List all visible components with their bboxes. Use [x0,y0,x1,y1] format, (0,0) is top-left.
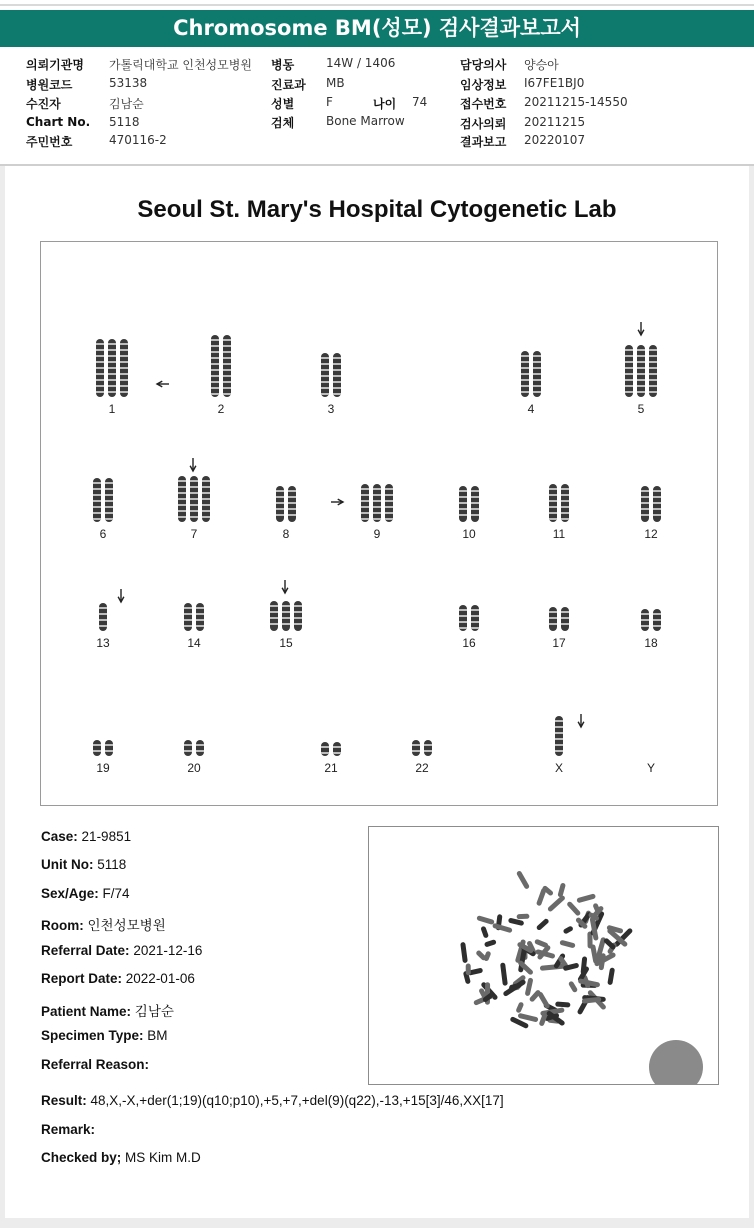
info-value: MB [326,76,345,90]
info-label: 병원코드 [26,78,73,92]
info-label: 검체 [271,116,295,130]
chromosome-pair [641,486,661,522]
chromosome-pair [361,484,393,522]
chromosome-pair [276,486,296,522]
chromosome-number: 12 [644,527,658,541]
info-value: 20220107 [524,133,586,147]
chromosome-pair [178,476,210,522]
chromosome-cluster [460,870,633,1029]
patient-name-field: Patient Name: 김남순 [41,1004,174,1019]
info-value: I67FE1BJ0 [524,76,585,90]
karyotype-image [40,241,718,806]
chromosome-pair [184,603,204,631]
info-label: Chart No. [26,115,91,129]
info-label: 나이 [373,97,397,111]
report-title-bar [0,10,754,47]
info-value: 김남순 [109,97,144,111]
chromosome-number: 9 [373,527,381,541]
info-label: 담당의사 [460,58,507,72]
frame-left [0,166,5,1218]
arrow-icon [282,580,288,593]
chromosome-number: 10 [462,527,476,541]
info-label: 결과보고 [460,135,507,149]
chromosome-pair [521,351,541,397]
report-date-field: Report Date: 2022-01-06 [41,971,195,986]
info-label: 임상정보 [460,78,507,92]
chromosome-pair [549,484,569,522]
info-value: 20211215 [524,115,586,129]
chromosome-number: 18 [644,636,658,650]
chromosome-number: 19 [96,761,110,775]
info-label: 수진자 [26,97,61,111]
referral-reason-field: Referral Reason: [41,1057,150,1072]
arrow-icon [638,322,644,335]
frame-bottom [0,1218,754,1228]
remark-field: Remark: [41,1122,96,1137]
case-field: Case: 21-9851 [41,829,132,844]
chromosome-number: 15 [279,636,293,650]
arrow-icon [578,714,584,727]
chromosome-pair [99,603,107,631]
chromosome-pair [93,740,113,756]
info-label: 병동 [271,58,295,72]
info-value: 5118 [109,115,140,129]
chromosome-pair [93,478,113,522]
chromosome-number: 5 [637,402,645,416]
arrow-icon [157,381,169,387]
chromosome-number: 8 [282,527,290,541]
patient-info-panel [0,50,754,164]
chromosome-pair [412,740,432,756]
info-value: 53138 [109,76,148,90]
lab-title: Seoul St. Mary's Hospital Cytogenetic Lab [137,196,617,223]
chromosome-pair [549,607,569,631]
info-value: 14W / 1406 [326,56,396,70]
chromosome-pair [270,601,302,631]
arrow-icon [190,458,196,471]
chromosome-number: 13 [96,636,110,650]
info-value: 470116-2 [109,133,167,147]
chromosome-pair [459,605,479,631]
chromosome-number: 11 [552,527,566,541]
sex-age-field: Sex/Age: F/74 [41,886,130,901]
chromosome-pair [211,335,231,397]
info-value: 양승아 [524,58,559,72]
info-label: 진료과 [271,78,306,92]
info-value: 74 [412,95,428,109]
chromosome-number: 6 [99,527,107,541]
info-label: 검사의뢰 [460,117,507,131]
chromosome-number: 2 [217,402,225,416]
frame-right [749,166,754,1218]
metaphase-spread-image [368,826,719,1085]
info-label: 의뢰기관명 [26,58,84,72]
chromosome-number: 20 [187,761,201,775]
chromosome-pair [555,716,563,756]
room-field: Room: 인천성모병원 [41,918,166,933]
chromosome-pair [184,740,204,756]
info-label: 주민번호 [26,135,73,149]
chromosome-number: 17 [552,636,566,650]
chromosome-pair [641,609,661,631]
interphase-nucleus [649,1040,703,1084]
checked-by-field: Checked by; MS Kim M.D [41,1150,201,1165]
chromosome-number: 14 [187,636,201,650]
info-label: 접수번호 [460,97,507,111]
report-title: Chromosome BM(성모) 검사결과보고서 [173,16,581,40]
arrow-icon [331,499,343,505]
chromosome-pair [96,339,128,397]
referral-date-field: Referral Date: 2021-12-16 [41,943,203,958]
info-value: Bone Marrow [326,114,405,128]
arrow-icon [118,589,124,602]
chromosome-number: 7 [190,527,198,541]
chromosome-pair [321,353,341,397]
chromosome-pair [459,486,479,522]
chromosome-number: 16 [462,636,476,650]
chromosome-number: 1 [108,402,116,416]
info-value: 가톨릭대학교 인천성모병원 [109,58,252,72]
info-value: 20211215-14550 [524,95,628,109]
chromosome-number: X [554,761,564,775]
section-divider [0,164,754,166]
info-value: F [326,95,333,109]
chromosome-number: Y [646,761,656,775]
chromosome-number: 21 [324,761,338,775]
chromosome-pair [625,345,657,397]
info-label: 성별 [271,97,295,111]
unit-field: Unit No: 5118 [41,857,127,872]
karyotype-drawing [41,242,717,805]
result-field: Result: 48,X,-X,+der(1;19)(q10;p10),+5,+7,+del(9)(q22),-13,+15[3]/46,XX[17] [41,1093,504,1108]
top-divider [0,4,754,6]
chromosome-number: 22 [415,761,429,775]
chromosome-number: 3 [327,402,335,416]
specimen-type-field: Specimen Type: BM [41,1028,168,1043]
metaphase-drawing [369,827,718,1084]
chromosome-number: 4 [527,402,535,416]
chromosome-pair [321,742,341,756]
